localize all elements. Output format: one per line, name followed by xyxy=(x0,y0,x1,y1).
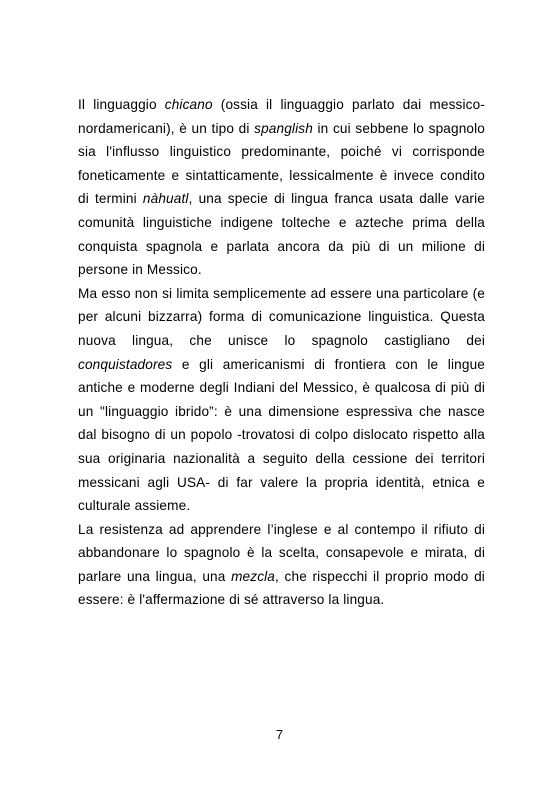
text-segment: in cui sebbene lo spagnolo sia l'influsso linguistico predominante, poiché vi corrisponde foneticamente e sintatticamente, lessicalmente è invece condito di termini xyxy=(78,120,485,207)
paragraph-2 xyxy=(78,282,485,518)
text-segment: , una specie di lingua franca usata dalle varie comunità linguistiche indigene tolteche e azteche prima della conquista spagnola e parlata ancora da più di un milione di persone in Messico. xyxy=(78,191,485,278)
paragraph-3 xyxy=(78,518,485,612)
text-segment: , che rispecchi il proprio modo di essere: è l'affermazione di sé attraverso la lingua. xyxy=(78,568,485,608)
page-number: 7 xyxy=(275,727,284,742)
document-body xyxy=(78,93,485,612)
text-segment: (ossia il linguaggio parlato dai messico-nordamericani), è un tipo di xyxy=(78,97,485,136)
italic-term-mezcla: mezcla xyxy=(231,568,276,584)
text-segment: Ma esso non si limita semplicemente ad essere una particolare (e per alcuni bizzarra) forma di comunicazione linguistica. Questa nuova lingua, che unisce lo spagnolo castigliano dei xyxy=(78,285,485,348)
text-segment: Il linguaggio xyxy=(78,97,165,112)
text-segment: La resistenza ad apprendere l’inglese e al contempo il rifiuto di abbandonare lo spagnolo è la scelta, consapevole e mirata, di parlare una lingua, una xyxy=(78,521,485,584)
italic-term-nahuatl: nàhuatl xyxy=(142,191,189,207)
italic-term-conquistadores: conquistadores xyxy=(78,356,173,372)
italic-term-spanglish: spanglish xyxy=(254,120,313,136)
italic-term-chicano: chicano xyxy=(164,97,213,112)
text-segment: e gli americanismi di frontiera con le lingue antiche e moderne degli Indiani del Messico, è qualcosa di più di un "linguaggio ibrido”: è una dimensione espressiva che nasce dal bisogno di un popolo -trovatosi di colpo dislocato rispetto alla sua originaria nazionalità a seguito della cessione dei territori messicani agli USA- di far valere la propria identità, etnica e culturale assieme. xyxy=(78,356,485,514)
paragraph-1 xyxy=(78,93,485,282)
